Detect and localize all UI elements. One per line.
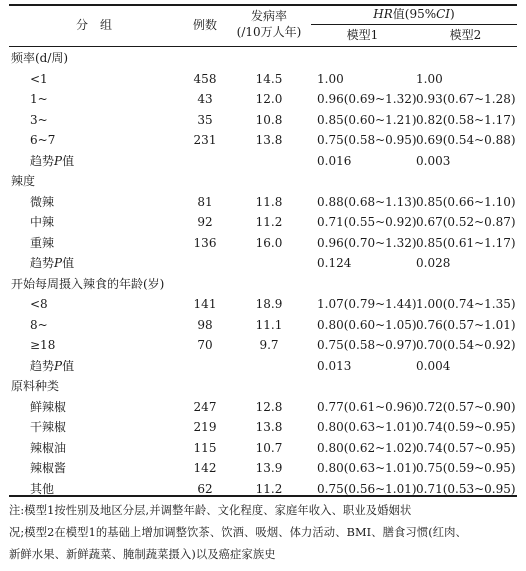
incidence-value: 11.2 [255, 481, 283, 496]
incidence-value: 11.8 [255, 194, 283, 209]
trend-label-p: P [54, 256, 63, 270]
header-cases: 例数 [192, 18, 217, 32]
header-hr-ci: CI [436, 7, 451, 21]
row-label: 1~ [30, 92, 48, 106]
model1-hr: 0.96(0.70~1.32) [317, 235, 417, 250]
model1-hr: 0.75(0.58~0.97) [317, 338, 417, 352]
model2-hr: 0.74(0.57~0.95) [416, 440, 516, 455]
model1-hr: 0.88(0.68~1.13) [317, 194, 417, 209]
section-title: 原料种类 [11, 379, 60, 393]
header-hr-suffix: ) [450, 7, 455, 21]
cases-value: 458 [193, 71, 217, 86]
model2-hr: 0.67(0.52~0.87) [416, 215, 516, 229]
row-label: 6~7 [30, 133, 56, 147]
model2-hr: 1.00(0.74~1.35) [416, 297, 516, 311]
cases-value: 142 [193, 461, 217, 475]
row-label: <8 [30, 297, 48, 311]
cases-value: 247 [193, 399, 217, 414]
trend-p-label [30, 359, 74, 374]
trend-label-text: 趋势 [30, 153, 55, 168]
footnote-line-2: 况;模型2在模型1的基础上增加调整饮茶、饮酒、吸烟、体力活动、BMI、膳食习惯(红肉、 [9, 526, 467, 539]
incidence-value: 9.7 [259, 338, 279, 352]
model2-hr: 0.93(0.67~1.28) [416, 92, 516, 106]
incidence-value: 12.0 [255, 92, 283, 106]
row-label: 鲜辣椒 [30, 399, 67, 414]
model2-hr: 0.028 [416, 256, 451, 270]
cases-value: 141 [193, 297, 217, 311]
row-label: 辣椒油 [30, 440, 67, 455]
header-incidence-line1: 发病率 [250, 9, 287, 23]
trend-label-p: P [54, 153, 63, 168]
trend-label-tail: 值 [62, 153, 75, 168]
model1-hr: 0.77(0.61~0.96) [317, 399, 417, 414]
top-rule [9, 4, 517, 6]
hr-subheader-rule [311, 24, 517, 25]
row-label: 辣椒酱 [30, 461, 67, 475]
model1-hr: 0.80(0.63~1.01) [317, 420, 417, 434]
model2-hr: 0.76(0.57~1.01) [416, 317, 516, 332]
model2-hr: 0.70(0.54~0.92) [416, 338, 516, 352]
row-label: 8~ [30, 317, 48, 332]
header-bottom-rule [9, 46, 517, 47]
cases-value: 81 [197, 194, 213, 209]
model2-hr: 0.82(0.58~1.17) [416, 112, 516, 127]
trend-label-text: 趋势 [30, 358, 55, 373]
section-title: 开始每周摄入辣食的年龄(岁) [11, 276, 165, 291]
model1-hr: 0.75(0.58~0.95) [317, 133, 417, 147]
incidence-value: 14.5 [255, 71, 283, 86]
header-hr-mid: 值(95% [392, 7, 437, 21]
trend-label-text: 趋势 [30, 256, 55, 270]
model2-hr: 0.74(0.59~0.95) [416, 420, 516, 434]
model1-hr: 0.85(0.60~1.21) [317, 112, 417, 127]
row-label: ≥18 [30, 338, 56, 352]
model1-hr: 0.80(0.62~1.02) [317, 440, 417, 455]
section-title: 频率(d/周) [11, 51, 69, 65]
header-hr [311, 7, 517, 22]
model2-hr: 0.71(0.53~0.95) [416, 481, 516, 496]
trend-label-tail: 值 [62, 358, 75, 373]
cases-value: 98 [197, 317, 213, 332]
model2-hr: 0.004 [416, 358, 451, 373]
incidence-value: 18.9 [255, 297, 283, 311]
cases-value: 35 [197, 112, 213, 127]
model1-hr: 0.124 [317, 256, 352, 270]
model2-hr: 1.00 [416, 71, 443, 86]
incidence-value: 13.8 [255, 420, 283, 434]
cases-value: 43 [197, 92, 213, 106]
incidence-value: 13.9 [255, 461, 283, 475]
model1-hr: 1.07(0.79~1.44) [317, 297, 417, 311]
incidence-value: 12.8 [255, 399, 283, 414]
model1-hr: 0.016 [317, 153, 352, 168]
trend-label-tail: 值 [62, 256, 75, 270]
model1-hr: 0.96(0.69~1.32) [317, 92, 417, 106]
model1-hr: 0.013 [317, 358, 352, 373]
row-label: 3~ [30, 112, 48, 127]
incidence-value: 11.1 [255, 317, 283, 332]
incidence-value: 11.2 [255, 215, 283, 229]
cases-value: 92 [197, 215, 213, 229]
footnote-line-1: 注:模型1按性别及地区分层,并调整年龄、文化程度、家庭年收入、职业及婚姻状 [9, 504, 412, 517]
model1-hr: 0.80(0.63~1.01) [317, 461, 417, 475]
row-label: 重辣 [30, 235, 55, 250]
row-label: 干辣椒 [30, 420, 67, 434]
cases-value: 219 [193, 420, 217, 434]
incidence-value: 13.8 [255, 133, 283, 147]
cases-value: 136 [193, 235, 217, 250]
table-footnote [9, 500, 517, 566]
trend-p-label [30, 154, 74, 169]
model2-hr: 0.69(0.54~0.88) [416, 133, 516, 147]
model1-hr: 0.71(0.55~0.92) [317, 215, 417, 229]
trend-label-p: P [54, 358, 63, 373]
cases-value: 231 [193, 133, 217, 147]
model2-hr: 0.75(0.59~0.95) [416, 461, 516, 475]
cases-value: 70 [197, 338, 213, 352]
row-label: 微辣 [30, 194, 55, 209]
model2-hr: 0.85(0.66~1.10) [416, 194, 516, 209]
header-model1: 模型1 [346, 28, 379, 42]
header-model2: 模型2 [449, 28, 482, 42]
row-label: 其他 [30, 481, 55, 496]
row-label: 中辣 [30, 215, 55, 229]
model2-hr: 0.85(0.61~1.17) [416, 235, 516, 250]
footnote-line-3: 新鲜水果、新鲜蔬菜、腌制蔬菜摄入)以及癌症家族史 [9, 548, 276, 561]
cases-value: 115 [193, 440, 217, 455]
header-group: 分 组 [75, 18, 112, 32]
model1-hr: 0.75(0.56~1.01) [317, 481, 417, 496]
model1-hr: 0.80(0.60~1.05) [317, 317, 417, 332]
row-label: <1 [30, 71, 48, 86]
model2-hr: 0.003 [416, 153, 451, 168]
incidence-value: 16.0 [255, 235, 283, 250]
model2-hr: 0.72(0.57~0.90) [416, 399, 516, 414]
header-incidence-line2: (/10万人年) [236, 25, 302, 39]
header-hr-prefix: HR [373, 7, 393, 21]
cases-value: 62 [197, 481, 213, 496]
section-title: 辣度 [11, 174, 36, 188]
incidence-value: 10.8 [255, 112, 283, 127]
trend-p-label [30, 256, 74, 271]
model1-hr: 1.00 [317, 71, 344, 86]
incidence-value: 10.7 [255, 440, 283, 455]
